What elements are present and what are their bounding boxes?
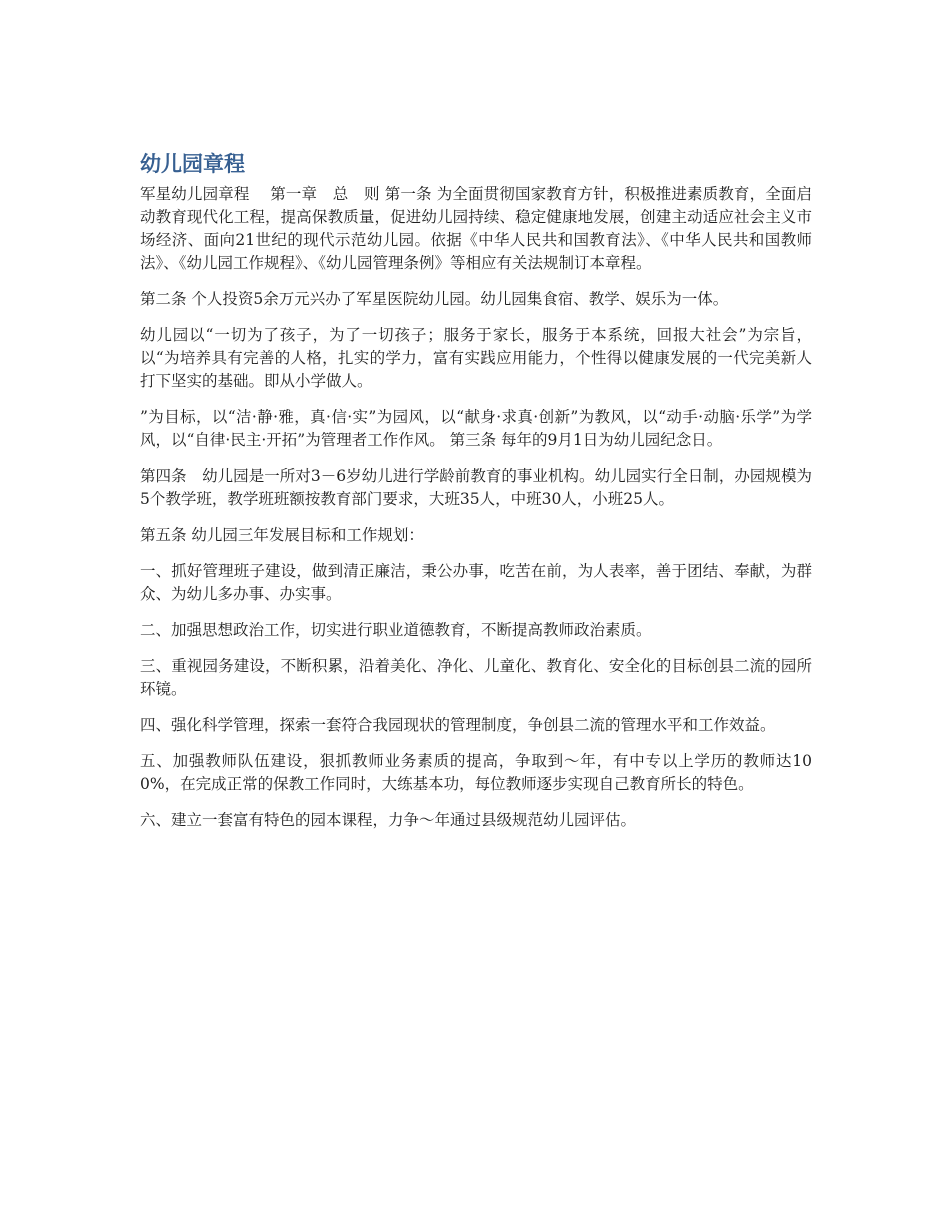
paragraph-goals-article-three: ”为目标，以“洁·静·雅，真·信·实”为园风，以“献身·求真·创新”为教风，以“动手·动脑·乐学”为学风，以“自律·民主·开拓”为管理者工作作风。 第三条 每年的9月1日为幼儿园纪念日。 (140, 408, 812, 449)
paragraph-item-one: 一、抓好管理班子建设，做到清正廉洁，秉公办事，吃苦在前，为人表率，善于团结、奉献，为群众、为幼儿多办事、办实事。 (140, 562, 812, 603)
paragraph-article-two: 第二条 个人投资5余万元兴办了军星医院幼儿园。幼儿园集食宿、教学、娱乐为一体。 (140, 290, 729, 308)
paragraph-item-two: 二、加强思想政治工作，切实进行职业道德教育，不断提高教师政治素质。 (140, 621, 652, 639)
paragraph-purpose: 幼儿园以“一切为了孩子，为了一切孩子；服务于家长，服务于本系统，回报大社会”为宗旨，以“为培养具有完善的人格，扎实的学力，富有实践应用能力，个性得以健康发展的一代完美新人打下坚实的基础。即从小学做人。 (140, 326, 812, 390)
paragraph-item-three: 三、重视园务建设，不断积累，沿着美化、净化、儿童化、教育化、安全化的目标创县二流的园所环镜。 (140, 657, 812, 698)
paragraph-article-five: 第五条 幼儿园三年发展目标和工作规划： (140, 526, 424, 544)
document-body (140, 149, 812, 845)
paragraph-item-six: 六、建立一套富有特色的园本课程，力争～年通过县级规范幼儿园评估。 (140, 811, 637, 829)
paragraph-item-five: 五、加强教师队伍建设，狠抓教师业务素质的提高，争取到～年，有中专以上学历的教师达100%，在完成正常的保教工作同时，大练基本功，每位教师逐步实现自己教育所长的特色。 (140, 752, 812, 793)
paragraph-intro-chapter-one: 军星幼儿园章程 第一章 总 则 第一条 为全面贯彻国家教育方针，积极推进素质教育，全面启动教育现代化工程，提高保教质量，促进幼儿园持续、稳定健康地发展，创建主动适应社会主义市场经济、面向21世纪的现代示范幼儿园。依据《中华人民共和国教育法》、《中华人民共和国教师法》、《幼儿园工作规程》、《幼儿园管理条例》等相应有关法规制订本章程。 (140, 185, 812, 272)
paragraph-article-four: 第四条 幼儿园是一所对3－6岁幼儿进行学龄前教育的事业机构。幼儿园实行全日制，办园规模为5个教学班，教学班班额按教育部门要求，大班35人，中班30人，小班25人。 (140, 467, 812, 508)
paragraph-item-four: 四、强化科学管理，探索一套符合我园现状的管理制度，争创县二流的管理水平和工作效益。 (140, 716, 776, 734)
document-title: 幼儿园章程 (140, 152, 245, 176)
